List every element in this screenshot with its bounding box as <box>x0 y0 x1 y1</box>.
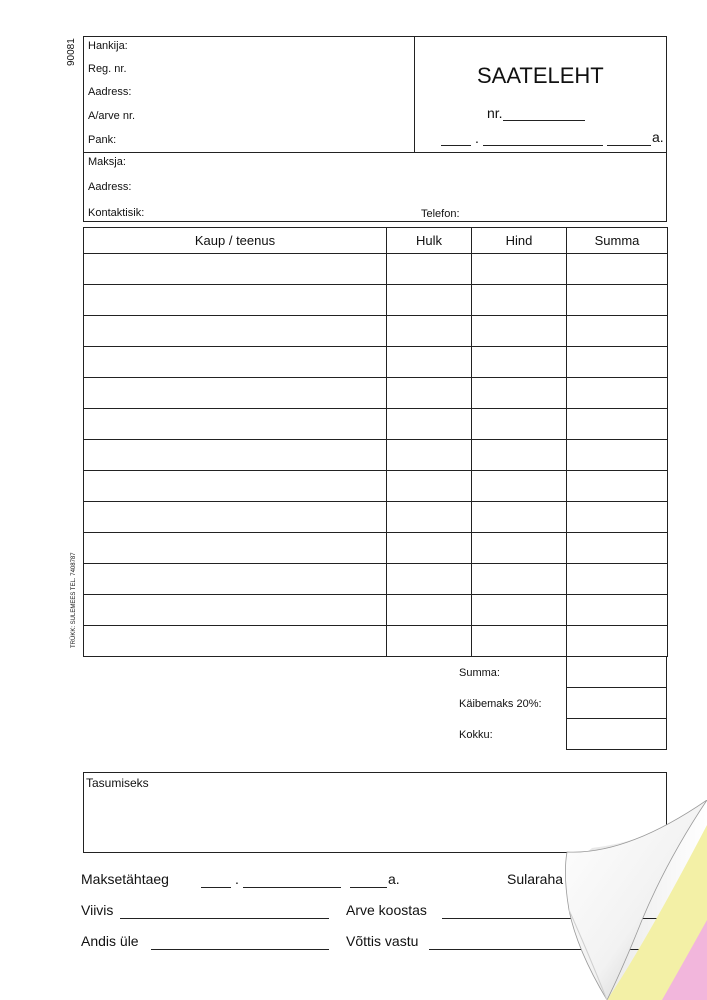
cell-hulk[interactable] <box>387 564 472 595</box>
cell-hind[interactable] <box>472 595 567 626</box>
cell-kaup[interactable] <box>84 254 387 285</box>
kokku-label: Kokku: <box>459 729 493 741</box>
nr-input-line[interactable] <box>503 120 585 121</box>
cell-summa[interactable] <box>567 378 668 409</box>
page-curl-graphic <box>547 800 707 1000</box>
items-table <box>83 227 668 657</box>
form-code: 90081 <box>66 38 77 66</box>
table-row <box>84 378 668 409</box>
cell-hulk[interactable] <box>387 378 472 409</box>
cell-summa[interactable] <box>567 285 668 316</box>
viivis-line[interactable] <box>120 918 329 919</box>
hankija-label: Hankija: <box>88 40 128 52</box>
cell-hind[interactable] <box>472 564 567 595</box>
maksetahtaeg-dot: . <box>235 871 239 887</box>
date-day-line[interactable] <box>441 145 471 146</box>
cell-kaup[interactable] <box>84 533 387 564</box>
cell-kaup[interactable] <box>84 564 387 595</box>
table-row <box>84 533 668 564</box>
cell-hind[interactable] <box>472 285 567 316</box>
date-dot: . <box>475 130 479 146</box>
pank-label: Pank: <box>88 134 117 146</box>
maksja-label: Maksja: <box>88 156 126 168</box>
cell-summa[interactable] <box>567 502 668 533</box>
table-row <box>84 595 668 626</box>
maksetahtaeg-year-line[interactable] <box>350 887 387 888</box>
table-row <box>84 254 668 285</box>
table-header-row <box>84 228 668 254</box>
totals-table <box>566 656 667 750</box>
col-header-summa: Summa <box>567 228 668 254</box>
andis-ule-label: Andis üle <box>81 933 139 949</box>
kokku-cell[interactable] <box>567 719 667 750</box>
cell-summa[interactable] <box>567 409 668 440</box>
cell-kaup[interactable] <box>84 285 387 316</box>
cell-kaup[interactable] <box>84 316 387 347</box>
cell-hulk[interactable] <box>387 626 472 657</box>
cell-summa[interactable] <box>567 254 668 285</box>
a-arve-label: A/arve nr. <box>88 110 136 122</box>
sularaha-label: Sularaha <box>507 871 564 887</box>
cell-kaup[interactable] <box>84 471 387 502</box>
cell-kaup[interactable] <box>84 440 387 471</box>
kaibemaks-label: Käibemaks 20%: <box>459 698 542 710</box>
maksetahtaeg-label: Maksetähtaeg <box>81 871 169 887</box>
andis-ule-line[interactable] <box>151 949 329 950</box>
cell-hulk[interactable] <box>387 502 472 533</box>
seller-address-label: Aadress: <box>88 86 132 98</box>
cell-summa[interactable] <box>567 347 668 378</box>
cell-summa[interactable] <box>567 316 668 347</box>
cell-hind[interactable] <box>472 502 567 533</box>
cell-hulk[interactable] <box>387 595 472 626</box>
cell-hulk[interactable] <box>387 347 472 378</box>
cell-hind[interactable] <box>472 626 567 657</box>
cell-hind[interactable] <box>472 347 567 378</box>
payer-address-label: Aadress: <box>88 181 132 193</box>
page-title: SAATELEHT <box>477 63 604 88</box>
cell-summa[interactable] <box>567 626 668 657</box>
cell-summa[interactable] <box>567 533 668 564</box>
cell-kaup[interactable] <box>84 409 387 440</box>
cell-hind[interactable] <box>472 471 567 502</box>
cell-hulk[interactable] <box>387 409 472 440</box>
table-row <box>84 626 668 657</box>
summa-cell[interactable] <box>567 657 667 688</box>
maksetahtaeg-year-suffix: a. <box>388 871 400 887</box>
cell-hulk[interactable] <box>387 285 472 316</box>
payer-box <box>83 152 667 222</box>
printer-note: TRÜKK: SULEMEES TEL. 7408787 <box>71 552 77 648</box>
cell-hulk[interactable] <box>387 471 472 502</box>
cell-kaup[interactable] <box>84 378 387 409</box>
table-row <box>84 285 668 316</box>
table-row <box>84 316 668 347</box>
kaibemaks-cell[interactable] <box>567 688 667 719</box>
viivis-label: Viivis <box>81 902 114 918</box>
date-year-line[interactable] <box>607 145 651 146</box>
table-row <box>84 440 668 471</box>
maksetahtaeg-month-line[interactable] <box>243 887 341 888</box>
date-month-line[interactable] <box>483 145 603 146</box>
cell-hulk[interactable] <box>387 316 472 347</box>
cell-summa[interactable] <box>567 595 668 626</box>
cell-kaup[interactable] <box>84 502 387 533</box>
cell-hind[interactable] <box>472 440 567 471</box>
seller-box <box>83 36 415 153</box>
table-row <box>84 409 668 440</box>
title-box <box>414 36 667 153</box>
col-header-hind: Hind <box>472 228 567 254</box>
summa-label: Summa: <box>459 667 500 679</box>
tasumiseks-label: Tasumiseks <box>86 776 149 790</box>
telefon-label: Telefon: <box>421 208 460 220</box>
vottis-vastu-label: Võttis vastu <box>346 933 419 949</box>
cell-summa[interactable] <box>567 564 668 595</box>
cell-summa[interactable] <box>567 440 668 471</box>
maksetahtaeg-day-line[interactable] <box>201 887 231 888</box>
arve-koostas-label: Arve koostas <box>346 902 427 918</box>
table-row <box>84 564 668 595</box>
cell-hind[interactable] <box>472 316 567 347</box>
cell-kaup[interactable] <box>84 595 387 626</box>
cell-hulk[interactable] <box>387 440 472 471</box>
table-row <box>84 471 668 502</box>
cell-kaup[interactable] <box>84 347 387 378</box>
cell-hind[interactable] <box>472 409 567 440</box>
nr-label: nr. <box>487 105 503 121</box>
table-row <box>84 347 668 378</box>
cell-hind[interactable] <box>472 533 567 564</box>
cell-hind[interactable] <box>472 254 567 285</box>
cell-summa[interactable] <box>567 471 668 502</box>
reg-nr-label: Reg. nr. <box>88 63 127 75</box>
col-header-hulk: Hulk <box>387 228 472 254</box>
cell-hulk[interactable] <box>387 533 472 564</box>
cell-kaup[interactable] <box>84 626 387 657</box>
cell-hind[interactable] <box>472 378 567 409</box>
date-year-suffix: a. <box>652 129 664 145</box>
cell-hulk[interactable] <box>387 254 472 285</box>
col-header-kaup: Kaup / teenus <box>84 228 387 254</box>
table-row <box>84 502 668 533</box>
kontaktisik-label: Kontaktisik: <box>88 207 145 219</box>
